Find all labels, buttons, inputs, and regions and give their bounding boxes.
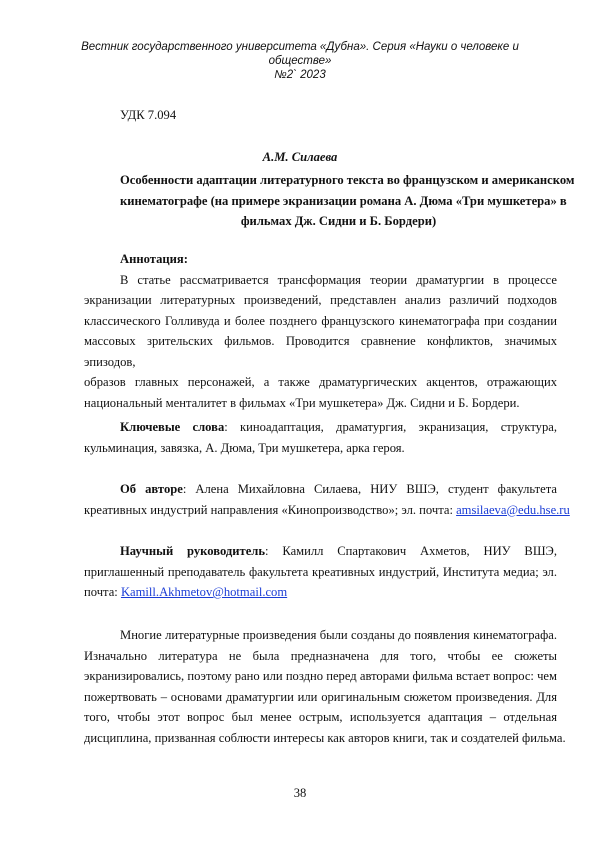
title-line-3: фильмах Дж. Сидни и Б. Бордери): [120, 211, 557, 232]
about-line-1: [84, 479, 557, 500]
about-text-2: креативных индустрий направления «Кинопроизводство»; эл. почта:: [84, 503, 456, 517]
keywords-label: Ключевые слова: [120, 420, 224, 434]
udk-code: УДК 7.094: [120, 108, 176, 123]
title-line-2: кинематографе (на примере экранизации романа А. Дюма «Три мушкетера» в: [120, 191, 557, 212]
abstract-line: образов главных персонажей, а также драматургических акцентов, отражающих: [84, 372, 557, 393]
title-line-1: Особенности адаптации литературного текста во французском и американском: [120, 170, 557, 191]
supervisor-text-3: почта:: [84, 585, 121, 599]
about-line-2: [84, 500, 557, 521]
body-line: экранизировались, поэтому рано или поздно перед авторами фильма встает вопрос: чем: [84, 666, 557, 687]
about-label: Об автоpe: [120, 482, 183, 496]
body-line: того, чтобы этот вопрос был менее острым, используется адаптация – отдельная: [84, 707, 557, 728]
keywords-text-1: : киноадаптация, драматургия, экранизация, структура,: [224, 420, 557, 434]
abstract-line: В статье рассматривается трансформация теории драматургии в процессе: [120, 270, 557, 291]
supervisor-section: [84, 541, 557, 603]
abstract-line: экранизации литературных произведений, представлен анализ различий подходов: [84, 290, 557, 311]
keywords-line-1: [84, 417, 557, 438]
author-name: А.М. Силаева: [60, 150, 540, 165]
article-title: [120, 170, 557, 232]
journal-header-line2: №2` 2023: [60, 68, 540, 82]
about-text-1: : Алена Михайловна Силаева, НИУ ВШЭ, студент факультета: [183, 482, 557, 496]
page-number: 38: [0, 786, 600, 801]
abstract-line: классического Голливуда и более позднего французского кинематографа при создании: [84, 311, 557, 332]
author-email-link[interactable]: amsilaeva@edu.hse.ru: [456, 503, 570, 517]
abstract-line: национальный менталитет в фильмах «Три мушкетера» Дж. Сидни и Б. Бордери.: [84, 393, 557, 414]
abstract-section: [120, 249, 557, 290]
abstract-body: [84, 290, 557, 413]
supervisor-line-3: [84, 582, 557, 603]
journal-header: [60, 40, 540, 82]
body-line: Многие литературные произведения были созданы до появления кинематографа.: [84, 625, 557, 646]
keywords-section: [84, 417, 557, 458]
abstract-label: Аннотация:: [120, 249, 557, 270]
abstract-line: массовых зрительских фильмов. Проводится сравнение конфликтов, значимых эпизодов,: [84, 331, 557, 372]
supervisor-label: Научный руководитель: [120, 544, 265, 558]
journal-header-line1: Вестник государственного университета «Дубна». Серия «Науки о человеке и обществе»: [60, 40, 540, 68]
supervisor-line-1: [84, 541, 557, 562]
body-line: пожертвовать – основами драматургии или оригинальным сюжетом произведения. Для: [84, 687, 557, 708]
about-author-section: [84, 479, 557, 520]
supervisor-line-2: приглашенный преподаватель факультета креативных индустрий, Института медиа; эл.: [84, 562, 557, 583]
body-line: Изначально литература не была предназначена для того, чтобы ее сюжеты: [84, 646, 557, 667]
body-line: дисциплина, призванная соблюсти интересы как авторов книги, так и создателей фильма.: [84, 728, 557, 749]
keywords-line-2: кульминация, завязка, А. Дюма, Три мушкетера, арка героя.: [84, 438, 557, 459]
supervisor-text-1: : Камилл Спартакович Ахметов, НИУ ВШЭ,: [265, 544, 557, 558]
body-section: [84, 625, 557, 748]
supervisor-email-link[interactable]: Kamill.Akhmetov@hotmail.com: [121, 585, 287, 599]
